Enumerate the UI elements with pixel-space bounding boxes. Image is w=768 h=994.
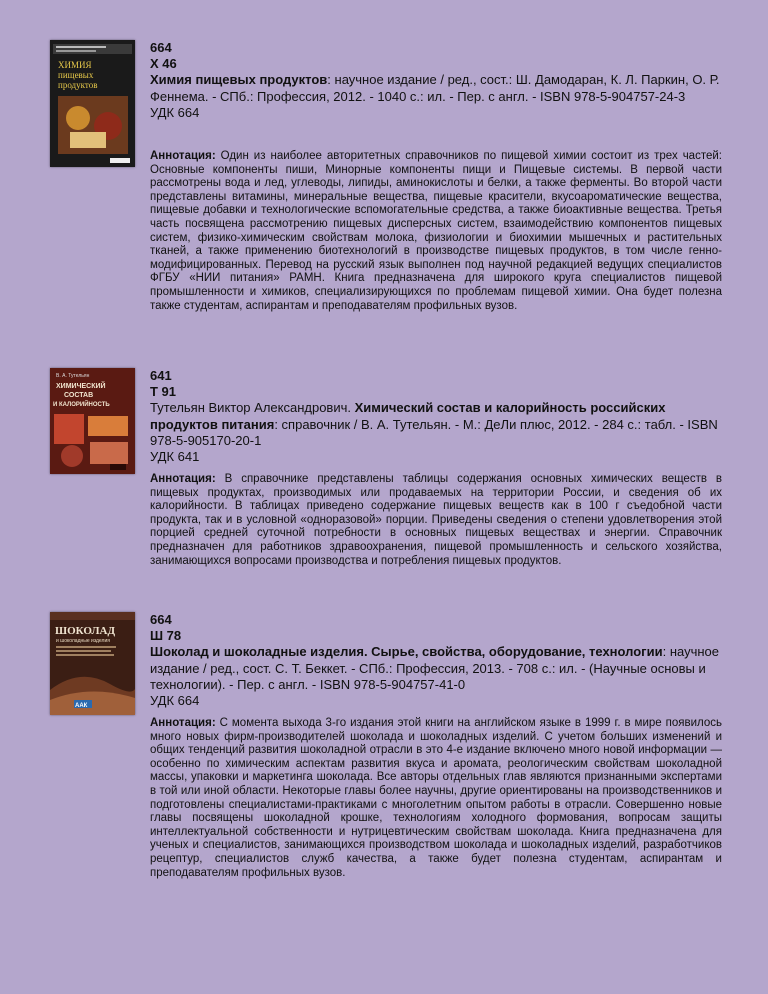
class-code: 641 [150,368,172,383]
annotation [150,717,722,880]
author-mark: Ш 78 [150,628,182,644]
book-details: : научное издание / ред., сост. С. Т. Беккет. - СПб.: Профессия, 2013. - 708 с.: ил. - (Научные основы и технологии). - Пер. с англ. - ISBN 978-5-904757-41-0 [150,644,719,692]
bibliographic-record [150,368,722,465]
svg-text:ШОКОЛАД: ШОКОЛАД [55,625,116,637]
annotation-text: В справочнике представлены таблицы содержания основных химических веществ в пищевых продуктах, производимых или продаваемых на территории России, и сведения об их калорийности. В таблицах приведено содержание пищевых веществ как в 100 г съедобной части продукта, так и в условной «одноразовой» порции. Приведены сведения о степени удовлетворения этой порцией средней суточной потребности в основных пищевых веществах и энергии. Справочник предназначен для работников здравоохранения, пищевой промышленность и сельского хозяйства, занимающихся вопросами производства и потребления пищевых продуктов. [150,473,722,567]
book-title: Химический состав и калорийность российских продуктов питания [150,400,666,432]
svg-text:СОСТАВ: СОСТАВ [64,392,94,399]
svg-text:продуктов: продуктов [58,80,98,90]
svg-text:В. А. Тутельян: В. А. Тутельян [56,373,90,379]
bibliographic-record [150,612,722,709]
udk-code: УДК 641 [150,449,200,465]
annotation-text: С момента выхода 3-го издания этой книги на английском языке в 1999 г. в мире появилось много новых фирм-производителей шоколада и шоколадных изделий. С учетом больших изменений и общих тенденций развития шоколадной отрасли в это 4-е издание включено много новой информации — особенно по химическим аспектам развития вкуса и аромата, реологическим свойствам шоколадной массы, упаковки и маркетинга шоколада. Все авторы отдельных глав являются признанными экспертами в той или иной области. Некоторые главы более научны, другие ориентированы на производственников и подготовлены специалистами-практиками с многолетним опытом работы в отрасли. Совершенно новые главы посвящены шоколадной крошке, технологиям холодного формования, вопросам защиты интеллектуальной собственности и нутрицевтическим свойствам шоколада. Книга предназначена для ученых и специалистов, занимающихся производством шоколада и шоколадных изделий, разработчиков рецептур, специалистов служб качества, а также будет полезна студентам, аспирантам и преподавателям профильных вузов. [150,717,722,879]
svg-text:ААК: ААК [75,703,88,709]
book-author: Тутельян Виктор Александрович. [150,400,355,416]
author-mark: Х 46 [150,56,177,72]
bibliographic-record [150,40,722,121]
annotation-label: Аннотация: [150,717,216,729]
book-cover-image[interactable] [50,40,135,167]
bib-description [150,644,722,693]
class-code: 664 [150,612,172,627]
svg-text:ХИМИЯ: ХИМИЯ [58,60,92,70]
annotation-label: Аннотация: [150,150,216,162]
book-title: Шоколад и шоколадные изделия. Сырье, свойства, оборудование, технологии [150,644,663,660]
svg-text:пищевых: пищевых [58,70,94,80]
author-mark: Т 91 [150,384,177,400]
annotation [150,473,722,568]
annotation-label: Аннотация: [150,473,216,485]
udk-code: УДК 664 [150,693,200,709]
class-code: 664 [150,40,172,55]
bib-description [150,400,722,449]
annotation [150,150,722,313]
udk-code: УДК 664 [150,104,200,120]
book-details: : справочник / В. А. Тутельян. - М.: ДеЛи плюс, 2012. - 284 с.: табл. - ISBN 978-5-905170-20-1 [150,416,718,448]
svg-text:ХИМИЧЕСКИЙ: ХИМИЧЕСКИЙ [56,383,106,390]
book-cover-image[interactable] [50,612,135,715]
book-title: Химия пищевых продуктов [150,72,328,88]
svg-text:и шоколадные изделия: и шоколадные изделия [56,638,110,644]
svg-text:И КАЛОРИЙНОСТЬ: И КАЛОРИЙНОСТЬ [53,402,110,408]
bib-description [150,72,722,104]
book-details: : научное издание / ред., сост.: Ш. Дамодаран, К. Л. Паркин, О. Р. Феннема. - СПб.: Профессия, 2012. - 1040 с.: ил. - Пер. с англ. - ISBN 978-5-904757-24-3 [150,72,720,104]
book-cover-image[interactable] [50,368,135,474]
annotation-text: Один из наиболее авторитетных справочников по пищевой химии состоит из трех частей: Основные компоненты пиши, Минорные компоненты пищи и Пищевые системы. В первой части рассмотрены вода и лед, углеводы, липиды, аминокислоты и белки, а также ферменты. Во второй части представлены витамины, минеральные вещества, пищевые красители, вкусоароматические вещества, пищевые добавки и технологические вспомогательные средства, а также биоактивные вещества. Третья часть посвящена рассмотрению пищевых дисперсных систем, взаимодействию компонентов пищевых систем, физико-химическим свойствам молока, физиологии и биохимии мышечных и растительных тканей, а также применению биотехнологий в производстве пищевых продуктов, в том числе генно-модифицированных. Перевод на русский язык выполнен под научной редакцией ведущих специалистов ФГБУ «НИИ питания» РАМН. Книга предназначена для широкого круга специалистов пищевой промышленности и химиков, специализирующихся по проблемам пищевой химии. Она будет полезна также студентам, аспирантам и преподавателям профильных вузов. [150,150,722,312]
